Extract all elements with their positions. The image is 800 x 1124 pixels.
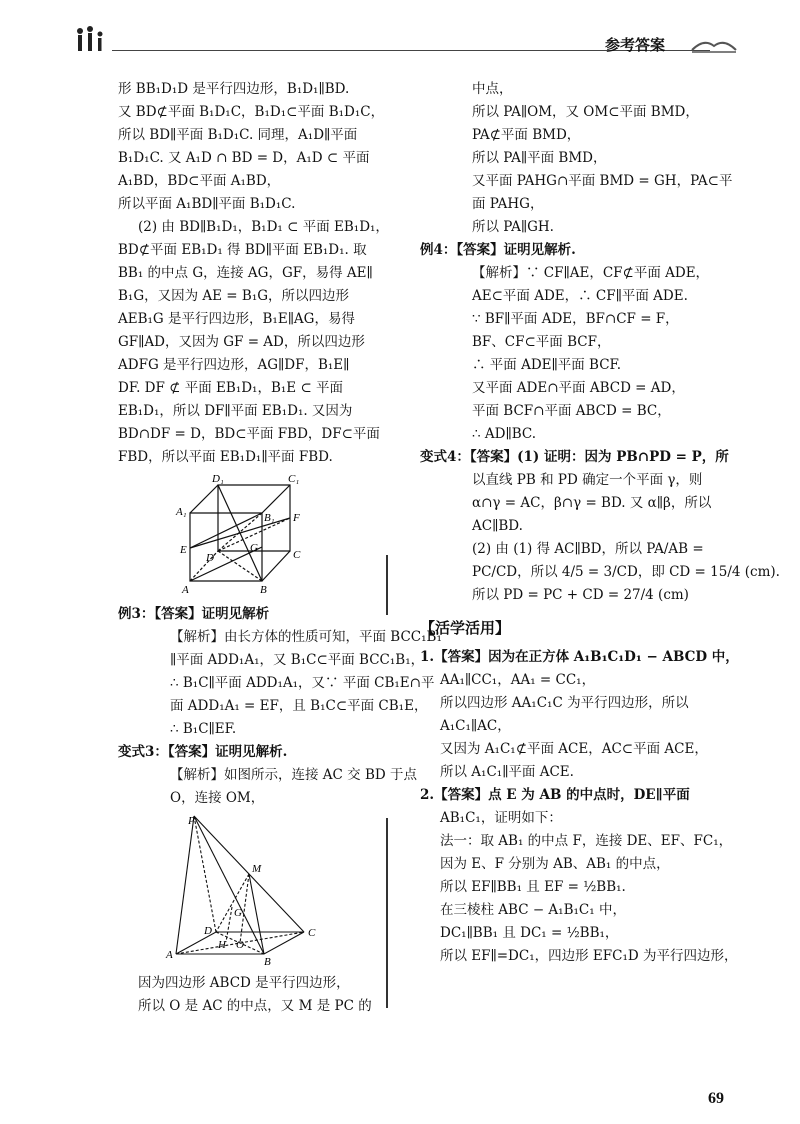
fig1-label-a: A <box>182 584 189 596</box>
text-line: B₁D₁C. 又 A₁D ∩ BD = D，A₁D ⊂ 平面 <box>118 150 370 166</box>
text-line: 中点， <box>472 81 513 97</box>
text-line: 又平面 PAHG∩平面 BMD = GH，PA⊂平 <box>472 173 733 189</box>
text-line: ADFG 是平行四边形，AG∥DF，B₁E∥ <box>118 357 350 373</box>
fig1-label-g: G <box>250 542 258 554</box>
header-title: 参考答案 <box>605 36 666 54</box>
right-column <box>420 78 780 968</box>
text-line: 所以四边形 AA₁C₁C 为平行四边形，所以 <box>440 695 689 711</box>
text-line: 在三棱柱 ABC − A₁B₁C₁ 中， <box>440 902 626 918</box>
section-title: 【活学活用】 <box>420 619 511 637</box>
fig1-label-c1: C₁ <box>288 473 300 485</box>
text-line: AB₁C₁，证明如下： <box>440 810 562 826</box>
text-line: B₁G，又因为 AE = B₁G，所以四边形 <box>118 288 350 304</box>
text-line: BD∩DF = D，BD⊂平面 FBD，DF⊂平面 <box>118 426 380 442</box>
text-line: 所以 BD∥平面 B₁D₁C. 同理，A₁D∥平面 <box>118 127 358 143</box>
text-line: DC₁∥BB₁ 且 DC₁ = ½BB₁， <box>440 925 619 941</box>
text-line: (2) 由 BD∥B₁D₁，B₁D₁ ⊂ 平面 EB₁D₁， <box>138 219 389 235</box>
text-line: 平面 BCF∩平面 ABCD = BC， <box>472 403 671 419</box>
text-line: 【解析】由长方体的性质可知，平面 BCC₁B₁ <box>170 629 442 645</box>
left-text-block-2 <box>118 603 442 810</box>
right-text-block-1 <box>420 78 780 607</box>
text-line: 所以平面 A₁BD∥平面 B₁D₁C. <box>118 196 296 212</box>
text-line: DF. DF ⊄ 平面 EB₁D₁，B₁E ⊂ 平面 <box>118 380 344 396</box>
text-line: 例3：【答案】证明见解析 <box>118 606 270 622</box>
text-line: BF、CF⊂平面 BCF， <box>472 334 611 350</box>
text-line: EB₁D₁，所以 DF∥平面 EB₁D₁. 又因为 <box>118 403 353 419</box>
text-line: ∴ AD∥BC. <box>472 426 536 442</box>
text-line: 变式3：【答案】证明见解析. <box>118 744 288 760</box>
text-line: 所以 PA∥OM，又 OM⊂平面 BMD， <box>472 104 699 120</box>
fig2-label-g: G <box>234 907 242 919</box>
text-line: AA₁∥CC₁，AA₁ = CC₁， <box>440 672 596 688</box>
text-line: 【解析】如图所示，连接 AC 交 BD 于点 <box>170 767 417 783</box>
fig2-label-c: C <box>308 927 316 939</box>
fig2-label-h: H <box>218 939 226 951</box>
fig1-label-f: F <box>293 512 300 524</box>
fig2-label-m: M <box>252 863 262 875</box>
cube-figure <box>170 473 320 603</box>
text-line: A₁BD，BD⊂平面 A₁BD， <box>118 173 281 189</box>
fig1-label-d1: D₁ <box>212 473 224 485</box>
fig1-label-a1: A₁ <box>176 506 187 518</box>
text-line: ∴ 平面 ADE∥平面 BCF. <box>472 357 622 373</box>
left-text-block-3 <box>118 972 408 1018</box>
text-line: BD⊄平面 EB₁D₁ 得 BD∥平面 EB₁D₁. 取 <box>118 242 367 258</box>
text-line: PC/CD，所以 4/5 = 3/CD，即 CD = 15/4 (cm). <box>472 564 780 580</box>
text-line: 面 PAHG， <box>472 196 544 212</box>
text-line: 所以 PD = PC + CD = 27/4 (cm) <box>472 587 689 603</box>
text-line: A₁C₁∥AC， <box>440 718 511 734</box>
text-line: 因为四边形 ABCD 是平行四边形， <box>138 975 350 991</box>
text-line: 变式4：【答案】(1) 证明：因为 PB∩PD = P，所 <box>420 449 729 465</box>
text-line: 所以 EF∥BB₁ 且 EF = ½BB₁. <box>440 879 626 895</box>
text-line: 因为 E、F 分别为 AB、AB₁ 的中点， <box>440 856 670 872</box>
text-line: 例4：【答案】证明见解析. <box>420 242 576 258</box>
fig2-label-a: A <box>166 949 173 961</box>
column-divider-mark <box>386 818 388 1008</box>
page-header <box>0 0 800 60</box>
text-line: 2.【答案】点 E 为 AB 的中点时，DE∥平面 <box>420 787 690 803</box>
page-number: 69 <box>708 1090 724 1107</box>
fig2-label-b: B <box>264 956 271 968</box>
text-line: FBD，所以平面 EB₁D₁∥平面 FBD. <box>118 449 333 465</box>
fig1-label-b: B <box>260 584 267 596</box>
text-line: PA⊄平面 BMD， <box>472 127 581 143</box>
text-line: α∩γ = AC，β∩γ = BD. 又 α∥β，所以 <box>472 495 712 511</box>
text-line: AC∥BD. <box>472 518 523 534</box>
text-line: AEB₁G 是平行四边形，B₁E∥AG，易得 <box>118 311 355 327</box>
text-line: 所以 EF∥=DC₁，四边形 EFC₁D 为平行四边形， <box>440 948 738 964</box>
fig1-label-e: E <box>180 544 187 556</box>
text-line: 又平面 ADE∩平面 ABCD = AD， <box>472 380 685 396</box>
text-line: ∴ B₁C∥EF. <box>170 721 237 737</box>
fig1-label-d: D <box>206 552 214 564</box>
text-line: AE⊂平面 ADE，∴ CF∥平面 ADE. <box>472 288 688 304</box>
left-column <box>118 78 442 1018</box>
text-line: 又因为 A₁C₁⊄平面 ACE，AC⊂平面 ACE， <box>440 741 708 757</box>
pyramid-figure <box>164 812 334 972</box>
right-text-block-2 <box>420 646 740 968</box>
text-line: 法一：取 AB₁ 的中点 F，连接 DE、EF、FC₁， <box>440 833 733 849</box>
fig1-label-b1: B₁ <box>264 512 275 524</box>
text-line: 【解析】∵ CF∥AE，CF⊄平面 ADE， <box>472 265 710 281</box>
text-line: 以直线 PB 和 PD 确定一个平面 γ，则 <box>472 472 703 488</box>
left-text-block-1 <box>118 78 408 469</box>
text-line: 所以 PA∥GH. <box>472 219 554 235</box>
fig2-label-p: P <box>188 815 195 827</box>
text-line: 面 ADD₁A₁ = EF，且 B₁C⊂平面 CB₁E， <box>170 698 428 714</box>
text-line: BB₁ 的中点 G，连接 AG，GF，易得 AE∥ <box>118 265 373 281</box>
text-line: 形 BB₁D₁D 是平行四边形，B₁D₁∥BD. <box>118 81 350 97</box>
fig2-label-o: O <box>236 939 244 951</box>
text-line: 所以 A₁C₁∥平面 ACE. <box>440 764 574 780</box>
text-line: 1.【答案】因为在正方体 A₁B₁C₁D₁ − ABCD 中， <box>420 649 739 665</box>
text-line: ∵ BF∥平面 ADE，BF∩CF = F， <box>472 311 679 327</box>
book-icon <box>690 32 738 54</box>
text-line: 又 BD⊄平面 B₁D₁C，B₁D₁⊂平面 B₁D₁C， <box>118 104 385 120</box>
text-line: ∥平面 ADD₁A₁，又 B₁C⊂平面 BCC₁B₁， <box>170 652 425 668</box>
fig1-label-c: C <box>293 549 301 561</box>
family-logo-icon <box>72 26 112 56</box>
text-line: O，连接 OM， <box>170 790 265 806</box>
text-line: 所以 O 是 AC 的中点，又 M 是 PC 的 <box>138 998 372 1014</box>
column-divider-mark <box>386 555 388 615</box>
text-line: GF∥AD，又因为 GF = AD，所以四边形 <box>118 334 365 350</box>
text-line: 所以 PA∥平面 BMD， <box>472 150 607 166</box>
text-line: ∴ B₁C∥平面 ADD₁A₁，又∵ 平面 CB₁E∩平 <box>170 675 435 691</box>
text-line: (2) 由 (1) 得 AC∥BD，所以 PA/AB = <box>472 541 704 557</box>
fig2-label-d: D <box>204 925 212 937</box>
